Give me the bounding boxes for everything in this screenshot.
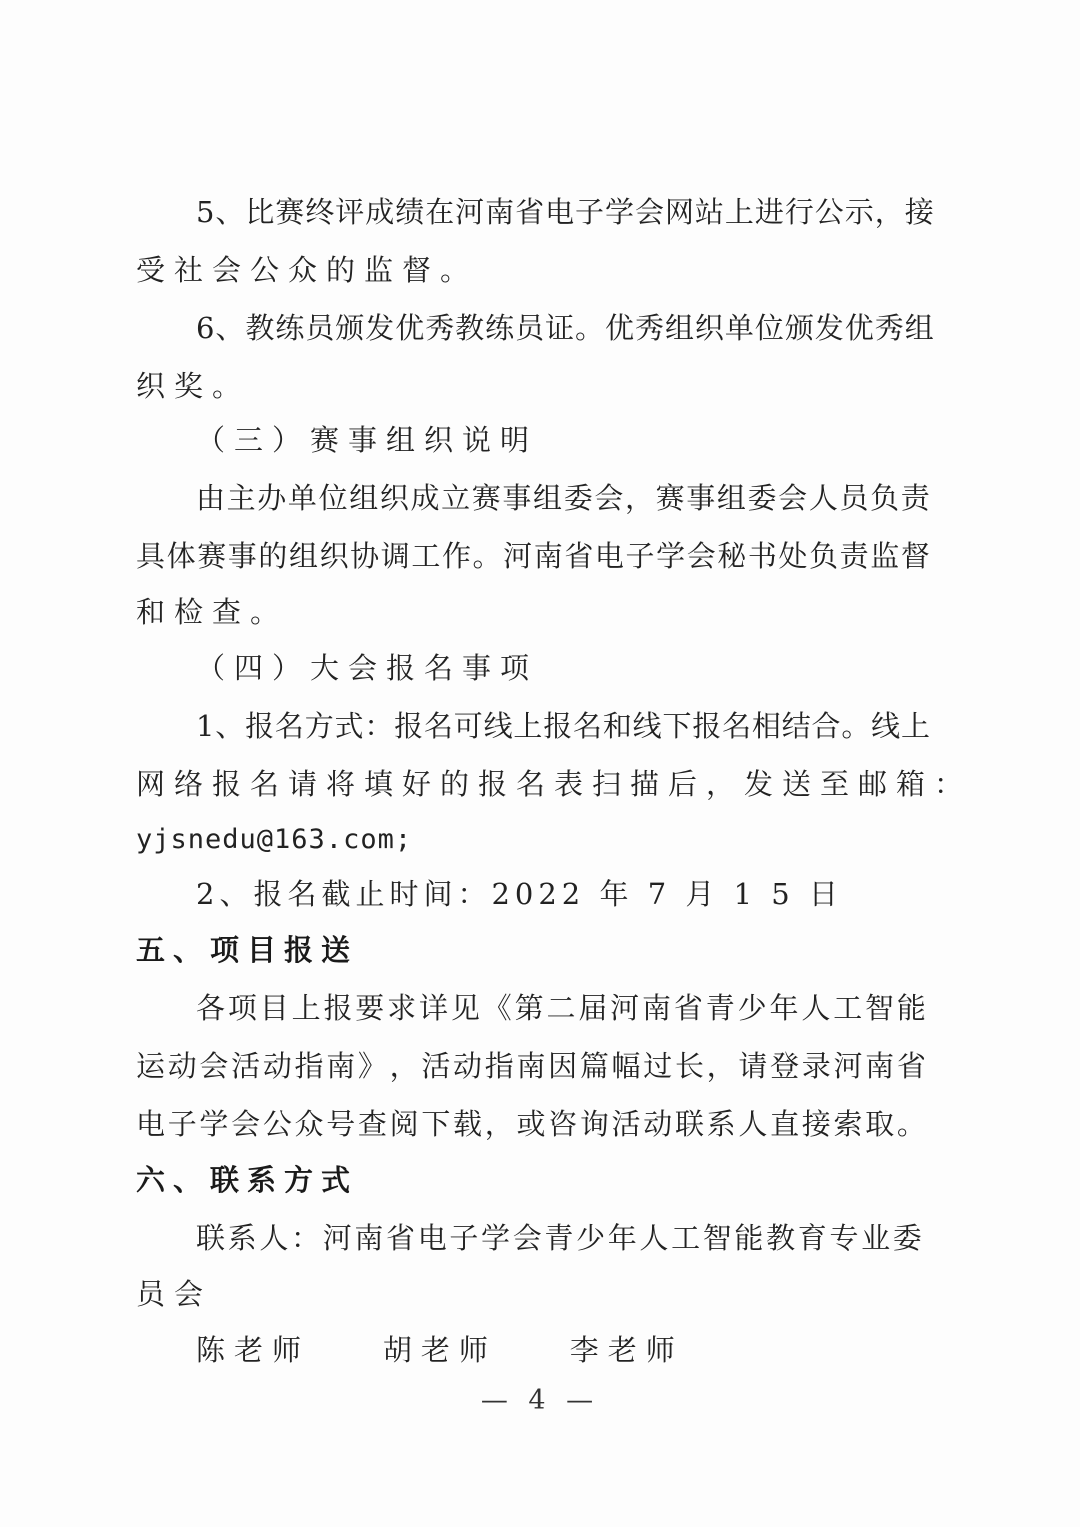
registration-1-line-1: 1 、 报 名 方 式 ： 报 名 可 线 上 报 名 和 线 下 报 名 相 结 合 。 线 上 (196, 709, 930, 743)
paragraph-6-line-1: 6 、 教 练 员 颁 发 优 秀 教 练 员 证 。 优 秀 组 织 单 位 颁 发 优 秀 组 (196, 311, 934, 345)
teachers-line: 陈老师 胡老师 李老师 (196, 1333, 684, 1367)
section-6-heading: 六、联系方式 (136, 1163, 359, 1197)
section-3-line-3: 和检查。 (136, 595, 289, 629)
registration-email: yjsnedu@163.com; (136, 824, 413, 855)
paragraph-5-line-1: 5 、 比 赛 终 评 成 绩 在 河 南 省 电 子 学 会 网 站 上 进 行 公 示 ， 接 (196, 195, 934, 229)
paragraph-6-line-2: 织奖。 (136, 369, 251, 403)
section-3-line-1: 由 主 办 单 位 组 织 成 立 赛 事 组 委 会 ， 赛 事 组 委 会 人 员 负 责 (196, 481, 930, 515)
registration-deadline: 2、报名截止时间：2022 年 7 月 1 5 日 (196, 877, 843, 911)
section-3-line-2: 具 体 赛 事 的 组 织 协 调 工 作 。 河 南 省 电 子 学 会 秘 书 处 负 责 监 督 (136, 539, 930, 573)
section-5-line-1: 各 项 目 上 报 要 求 详 见 《 第 二 届 河 南 省 青 少 年 人 工 智 能 (196, 991, 926, 1025)
contact-line-1: 联 系 人 ： 河 南 省 电 子 学 会 青 少 年 人 工 智 能 教 育 专 业 委 (196, 1221, 922, 1255)
section-3-heading: （三）赛事组织说明 (196, 423, 539, 457)
registration-1-line-2: 网络报名请将填好的报名表扫描后，发送至邮箱： (136, 767, 973, 801)
page-number: — 4 — (480, 1385, 600, 1416)
section-5-line-2: 运 动 会 活 动 指 南 》 ， 活 动 指 南 因 篇 幅 过 长 ， 请 登 录 河 南 省 (136, 1049, 926, 1083)
section-4-heading: （四）大会报名事项 (196, 651, 539, 685)
contact-line-2: 员会 (136, 1277, 213, 1311)
section-5-heading: 五、项目报送 (136, 933, 359, 967)
section-5-line-3: 电 子 学 会 公 众 号 查 阅 下 载 ， 或 咨 询 活 动 联 系 人 直 接 索 取 。 (136, 1107, 926, 1141)
paragraph-5-line-2: 受社会公众的监督。 (136, 253, 479, 287)
